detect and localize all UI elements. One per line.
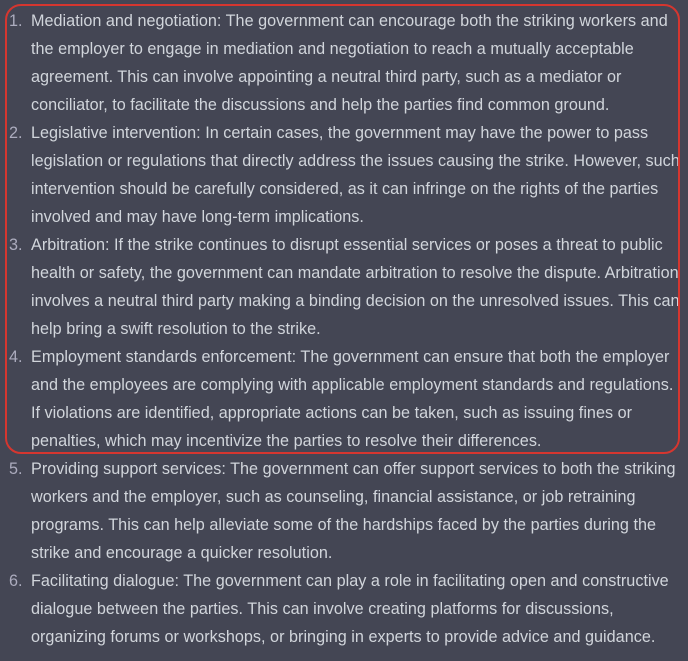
item-text: Facilitating dialogue: The government can play a role in facilitating open and constructive dialogue between the parties. This can involve creating platforms for discussions, organizing forums or workshops, or bringing in experts to provide advice and guidance. — [31, 572, 669, 646]
item-number: 4. — [9, 348, 23, 366]
assistant-response — [0, 7, 688, 651]
list-item-1 — [0, 7, 688, 119]
item-text: Providing support services: The government can offer support services to both the striking workers and the employer, such as counseling, financial assistance, or job retraining programs. This can help alleviate some of the hardships faced by the parties during the strike and encourage a quicker resolution. — [31, 460, 676, 562]
item-number: 5. — [9, 460, 23, 478]
item-number: 3. — [9, 236, 23, 254]
numbered-list — [0, 7, 688, 651]
list-item-3 — [0, 231, 688, 343]
item-number: 2. — [9, 124, 23, 142]
list-item-2 — [0, 119, 688, 231]
item-text: Mediation and negotiation: The government can encourage both the striking workers and the employer to engage in mediation and negotiation to reach a mutually acceptable agreement. This can involve appointing a neutral third party, such as a mediator or conciliator, to facilitate the discussions and help the parties find common ground. — [31, 12, 668, 114]
list-item-6 — [0, 567, 688, 651]
item-number: 1. — [9, 12, 23, 30]
item-text: Legislative intervention: In certain cases, the government may have the power to pass legislation or regulations that directly address the issues causing the strike. However, such intervention should be carefully considered, as it can infringe on the rights of the parties involved and may have long-term implications. — [31, 124, 680, 226]
list-item-5 — [0, 455, 688, 567]
item-text: Arbitration: If the strike continues to disrupt essential services or poses a threat to public health or safety, the government can mandate arbitration to resolve the dispute. Arbitration involves a neutral third party making a binding decision on the unresolved issues. This can help bring a swift resolution to the strike. — [31, 236, 680, 338]
item-text: Employment standards enforcement: The government can ensure that both the employer and the employees are complying with applicable employment standards and regulations. If violations are identified, appropriate actions can be taken, such as issuing fines or penalties, which may incentivize the parties to resolve their differences. — [31, 348, 674, 450]
item-number: 6. — [9, 572, 23, 590]
list-item-4 — [0, 343, 688, 455]
